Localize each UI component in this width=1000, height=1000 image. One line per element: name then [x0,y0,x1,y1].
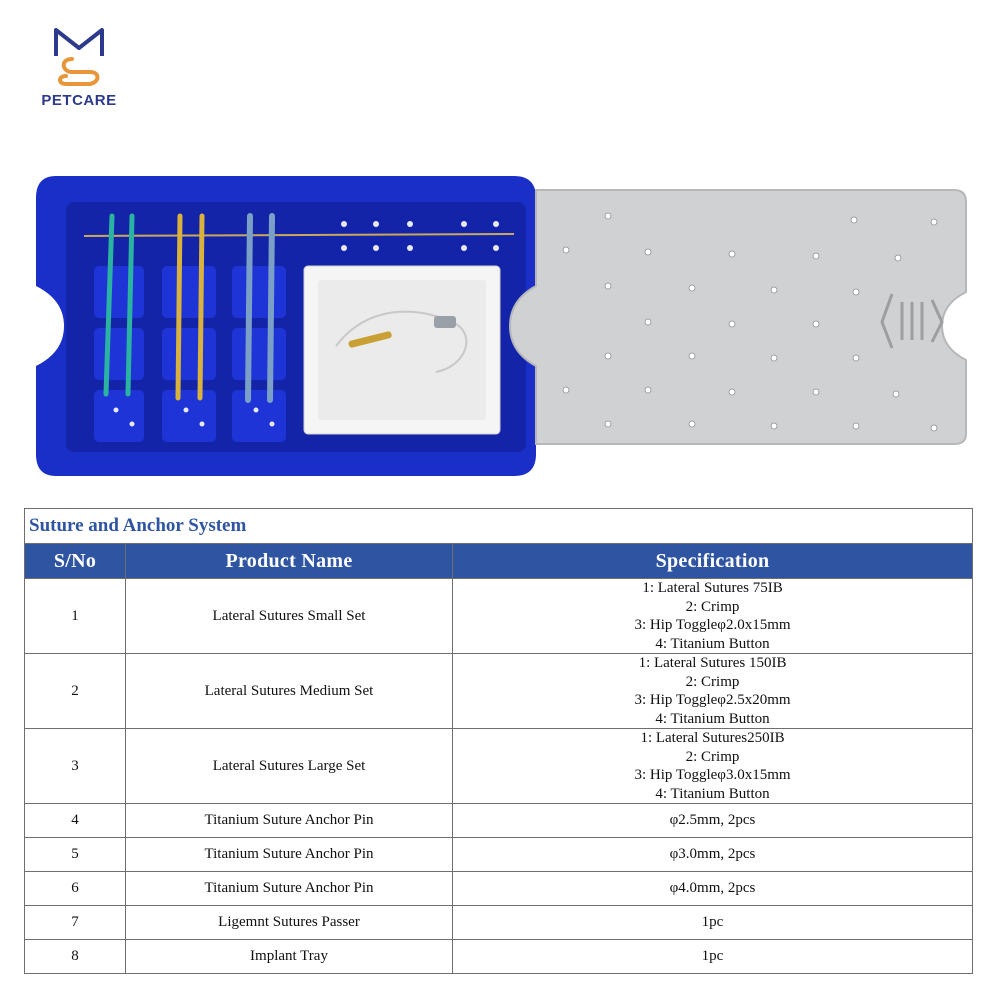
table-row [25,579,973,654]
brand-name: PETCARE [41,92,117,109]
row-specification: φ2.5mm, 2pcs [453,804,973,838]
table-title: Suture and Anchor System [25,509,973,544]
row-sno: 5 [25,838,126,872]
row-specification: φ3.0mm, 2pcs [453,838,973,872]
row-sno: 4 [25,804,126,838]
row-product-name: Implant Tray [126,940,453,974]
row-product-name: Lateral Sutures Large Set [126,729,453,804]
row-specification: 1pc [453,906,973,940]
spec-line: 4: Titanium Button [655,710,770,727]
spec-line: 3: Hip Toggleφ3.0x15mm [634,767,791,783]
row-sno: 8 [25,940,126,974]
row-specification [453,729,973,804]
table-row [25,906,973,940]
row-specification: 1pc [453,940,973,974]
row-product-name: Lateral Sutures Small Set [126,579,453,654]
spec-line: 1: Lateral Sutures250IB [640,730,785,746]
implant-tray-photo [36,176,972,476]
row-product-name: Titanium Suture Anchor Pin [126,804,453,838]
spec-line: 1: Lateral Sutures 75IB [642,580,783,596]
row-sno: 7 [25,906,126,940]
spec-line: 2: Crimp [685,598,740,615]
table-row [25,654,973,729]
row-product-name: Ligemnt Sutures Passer [126,906,453,940]
row-specification [453,579,973,654]
table-row [25,729,973,804]
row-product-name: Lateral Sutures Medium Set [126,654,453,729]
spec-line: 1: Lateral Sutures 150IB [638,655,787,671]
header-specification: Specification [453,544,973,579]
table-row [25,872,973,906]
spec-line: 2: Crimp [685,673,740,690]
spec-line: 4: Titanium Button [655,635,770,652]
spec-table [24,508,973,974]
row-sno: 3 [25,729,126,804]
header-product-name: Product Name [126,544,453,579]
row-sno: 2 [25,654,126,729]
spec-line: 3: Hip Toggleφ2.0x15mm [634,617,791,633]
petcare-logo-mark [50,26,108,90]
spec-line: 2: Crimp [685,748,740,765]
table-row [25,804,973,838]
spec-line: 4: Titanium Button [655,785,770,802]
row-sno: 6 [25,872,126,906]
row-specification: φ4.0mm, 2pcs [453,872,973,906]
row-product-name: Titanium Suture Anchor Pin [126,872,453,906]
spec-line: 3: Hip Toggleφ2.5x20mm [634,692,791,708]
table-row [25,838,973,872]
table-header-row [25,544,973,579]
header-sno: S/No [25,544,126,579]
row-specification [453,654,973,729]
table-row [25,940,973,974]
row-product-name: Titanium Suture Anchor Pin [126,838,453,872]
petcare-logo [34,26,124,116]
row-sno: 1 [25,579,126,654]
